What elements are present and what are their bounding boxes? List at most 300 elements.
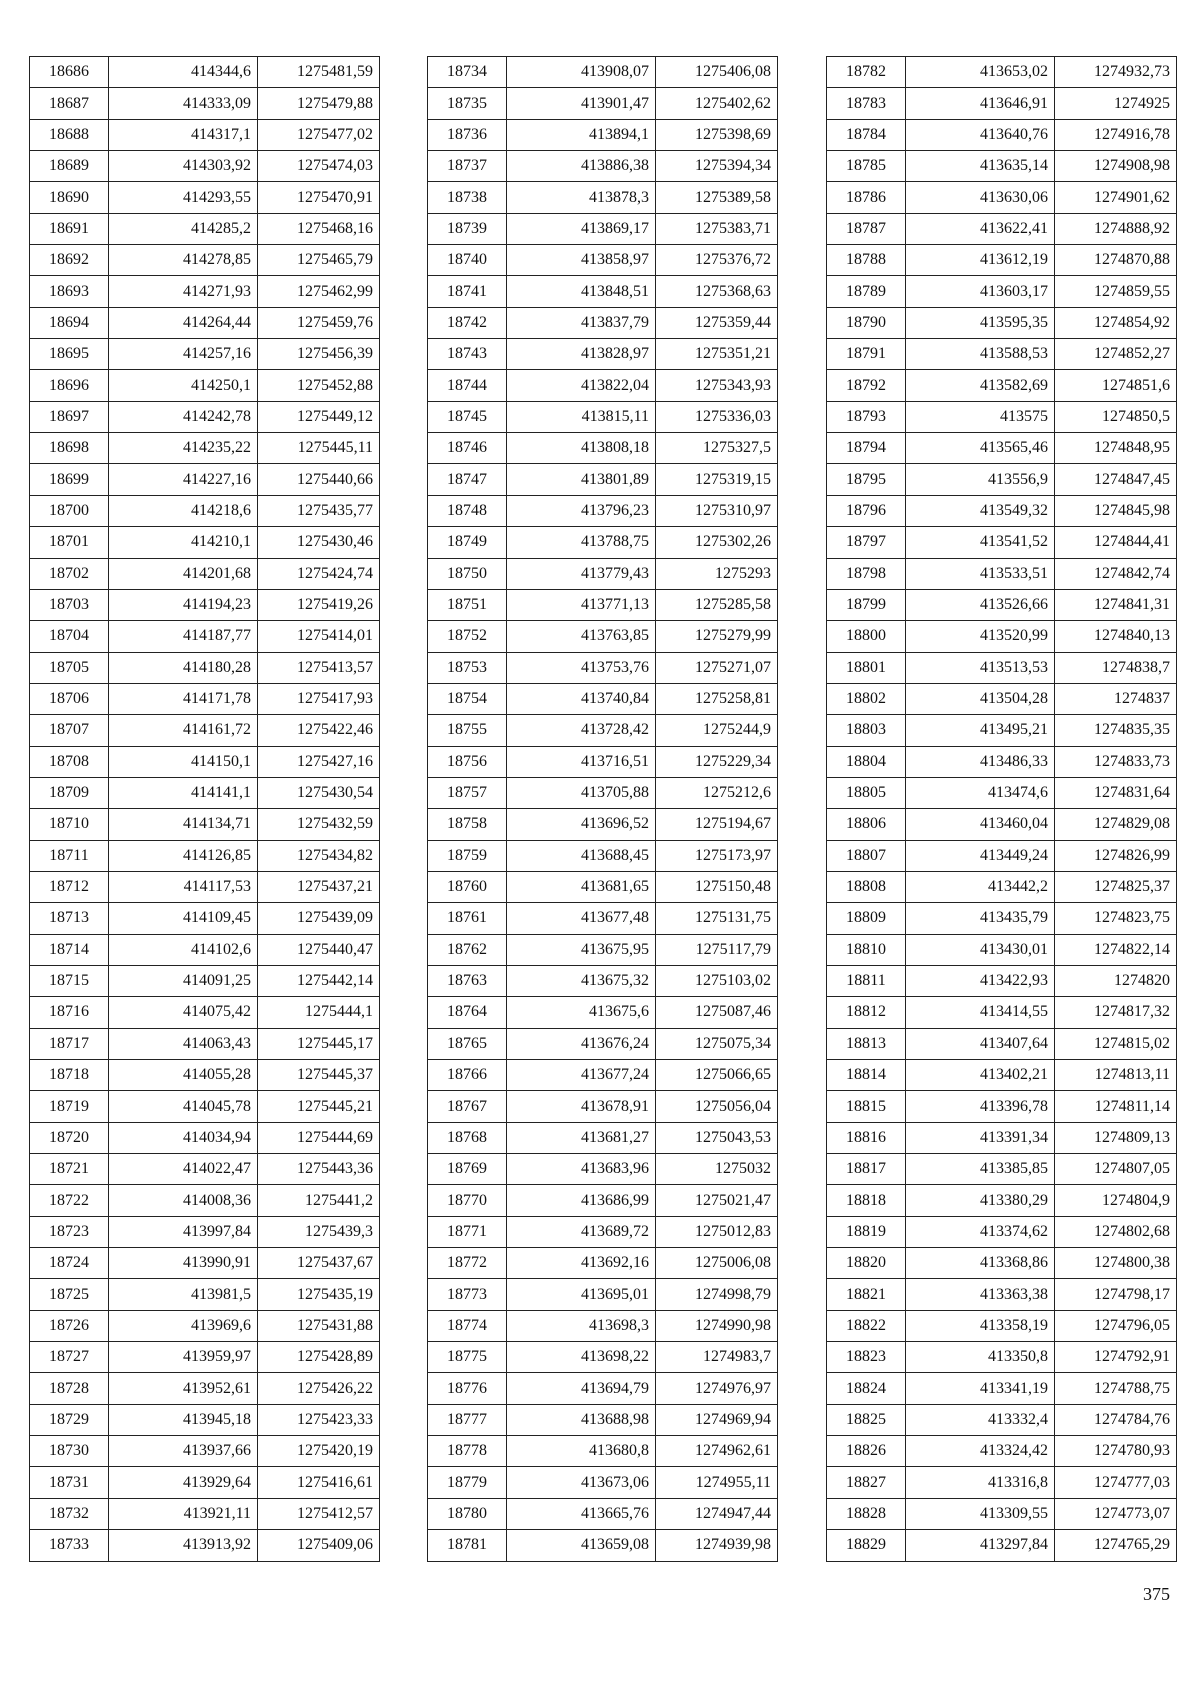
point-number-cell: 18823 <box>827 1342 906 1373</box>
y-coordinate-cell: 1275419,26 <box>258 589 380 620</box>
x-coordinate-cell: 413878,3 <box>507 182 656 213</box>
x-coordinate-cell: 413952,61 <box>109 1373 258 1404</box>
table-row <box>827 57 1177 88</box>
point-number-cell: 18772 <box>428 1248 507 1279</box>
y-coordinate-cell: 1274842,74 <box>1055 558 1177 589</box>
table-row <box>30 119 380 150</box>
x-coordinate-cell: 414063,43 <box>109 1028 258 1059</box>
y-coordinate-cell: 1275279,99 <box>656 621 778 652</box>
table-row <box>827 1185 1177 1216</box>
table-row <box>428 1216 778 1247</box>
x-coordinate-cell: 413695,01 <box>507 1279 656 1310</box>
point-number-cell: 18821 <box>827 1279 906 1310</box>
x-coordinate-cell: 413677,48 <box>507 903 656 934</box>
x-coordinate-cell: 413937,66 <box>109 1436 258 1467</box>
y-coordinate-cell: 1274792,91 <box>1055 1342 1177 1373</box>
y-coordinate-cell: 1275452,88 <box>258 370 380 401</box>
point-number-cell: 18805 <box>827 777 906 808</box>
y-coordinate-cell: 1275445,17 <box>258 1028 380 1059</box>
point-number-cell: 18754 <box>428 683 507 714</box>
point-number-cell: 18701 <box>30 527 109 558</box>
y-coordinate-cell: 1274998,79 <box>656 1279 778 1310</box>
table-row <box>30 1028 380 1059</box>
table-row <box>827 370 1177 401</box>
point-number-cell: 18744 <box>428 370 507 401</box>
point-number-cell: 18696 <box>30 370 109 401</box>
y-coordinate-cell: 1274888,92 <box>1055 213 1177 244</box>
point-number-cell: 18769 <box>428 1154 507 1185</box>
x-coordinate-cell: 413981,5 <box>109 1279 258 1310</box>
point-number-cell: 18762 <box>428 934 507 965</box>
y-coordinate-cell: 1275043,53 <box>656 1122 778 1153</box>
x-coordinate-cell: 413635,14 <box>906 151 1055 182</box>
point-number-cell: 18720 <box>30 1122 109 1153</box>
point-number-cell: 18713 <box>30 903 109 934</box>
point-number-cell: 18755 <box>428 715 507 746</box>
table-row <box>30 433 380 464</box>
x-coordinate-cell: 413653,02 <box>906 57 1055 88</box>
table-row <box>827 1279 1177 1310</box>
table-row <box>30 1530 380 1561</box>
y-coordinate-cell: 1274962,61 <box>656 1436 778 1467</box>
y-coordinate-cell: 1275173,97 <box>656 840 778 871</box>
y-coordinate-cell: 1275319,15 <box>656 464 778 495</box>
y-coordinate-cell: 1275470,91 <box>258 182 380 213</box>
y-coordinate-cell: 1274916,78 <box>1055 119 1177 150</box>
point-number-cell: 18824 <box>827 1373 906 1404</box>
y-coordinate-cell: 1275075,34 <box>656 1028 778 1059</box>
x-coordinate-cell: 413422,93 <box>906 965 1055 996</box>
table-row <box>827 433 1177 464</box>
table-row <box>827 589 1177 620</box>
y-coordinate-cell: 1275468,16 <box>258 213 380 244</box>
table-row <box>30 1467 380 1498</box>
y-coordinate-cell: 1275424,74 <box>258 558 380 589</box>
y-coordinate-cell: 1275420,19 <box>258 1436 380 1467</box>
y-coordinate-cell: 1275012,83 <box>656 1216 778 1247</box>
x-coordinate-cell: 413801,89 <box>507 464 656 495</box>
y-coordinate-cell: 1275394,34 <box>656 151 778 182</box>
y-coordinate-cell: 1275087,46 <box>656 997 778 1028</box>
table-row <box>30 339 380 370</box>
table-row <box>30 464 380 495</box>
y-coordinate-cell: 1275021,47 <box>656 1185 778 1216</box>
point-number-cell: 18817 <box>827 1154 906 1185</box>
table-row <box>30 777 380 808</box>
point-number-cell: 18794 <box>827 433 906 464</box>
x-coordinate-cell: 413675,6 <box>507 997 656 1028</box>
x-coordinate-cell: 414091,25 <box>109 965 258 996</box>
x-coordinate-cell: 414109,45 <box>109 903 258 934</box>
point-number-cell: 18752 <box>428 621 507 652</box>
table-row <box>428 276 778 307</box>
table-row <box>30 1091 380 1122</box>
point-number-cell: 18736 <box>428 119 507 150</box>
y-coordinate-cell: 1274823,75 <box>1055 903 1177 934</box>
table-row <box>428 621 778 652</box>
x-coordinate-cell: 414102,6 <box>109 934 258 965</box>
y-coordinate-cell: 1275445,37 <box>258 1060 380 1091</box>
x-coordinate-cell: 413407,64 <box>906 1028 1055 1059</box>
y-coordinate-cell: 1275445,11 <box>258 433 380 464</box>
x-coordinate-cell: 413612,19 <box>906 245 1055 276</box>
x-coordinate-cell: 413728,42 <box>507 715 656 746</box>
y-coordinate-cell: 1275444,69 <box>258 1122 380 1153</box>
y-coordinate-cell: 1275212,6 <box>656 777 778 808</box>
y-coordinate-cell: 1275416,61 <box>258 1467 380 1498</box>
point-number-cell: 18766 <box>428 1060 507 1091</box>
table-row <box>428 433 778 464</box>
table-row <box>428 1498 778 1529</box>
point-number-cell: 18808 <box>827 871 906 902</box>
point-number-cell: 18727 <box>30 1342 109 1373</box>
point-number-cell: 18825 <box>827 1404 906 1435</box>
y-coordinate-cell: 1275389,58 <box>656 182 778 213</box>
point-number-cell: 18723 <box>30 1216 109 1247</box>
table-row <box>827 1154 1177 1185</box>
table-row <box>827 1342 1177 1373</box>
point-number-cell: 18813 <box>827 1028 906 1059</box>
table-row <box>827 871 1177 902</box>
x-coordinate-cell: 413680,8 <box>507 1436 656 1467</box>
point-number-cell: 18818 <box>827 1185 906 1216</box>
point-number-cell: 18774 <box>428 1310 507 1341</box>
x-coordinate-cell: 414055,28 <box>109 1060 258 1091</box>
point-number-cell: 18787 <box>827 213 906 244</box>
table-row <box>827 683 1177 714</box>
y-coordinate-cell: 1275435,77 <box>258 495 380 526</box>
x-coordinate-cell: 413848,51 <box>507 276 656 307</box>
point-number-cell: 18771 <box>428 1216 507 1247</box>
x-coordinate-cell: 414250,1 <box>109 370 258 401</box>
x-coordinate-cell: 413368,86 <box>906 1248 1055 1279</box>
x-coordinate-cell: 414161,72 <box>109 715 258 746</box>
y-coordinate-cell: 1275131,75 <box>656 903 778 934</box>
point-number-cell: 18756 <box>428 746 507 777</box>
x-coordinate-cell: 413894,1 <box>507 119 656 150</box>
point-number-cell: 18819 <box>827 1216 906 1247</box>
y-coordinate-cell: 1274773,07 <box>1055 1498 1177 1529</box>
y-coordinate-cell: 1275343,93 <box>656 370 778 401</box>
table-row <box>827 1060 1177 1091</box>
x-coordinate-cell: 414257,16 <box>109 339 258 370</box>
x-coordinate-cell: 413526,66 <box>906 589 1055 620</box>
y-coordinate-cell: 1275423,33 <box>258 1404 380 1435</box>
table-row <box>827 213 1177 244</box>
point-number-cell: 18698 <box>30 433 109 464</box>
point-number-cell: 18781 <box>428 1530 507 1561</box>
y-coordinate-cell: 1274826,99 <box>1055 840 1177 871</box>
point-number-cell: 18815 <box>827 1091 906 1122</box>
x-coordinate-cell: 413513,53 <box>906 652 1055 683</box>
table-row <box>428 88 778 119</box>
table-row <box>30 495 380 526</box>
point-number-cell: 18791 <box>827 339 906 370</box>
point-number-cell: 18768 <box>428 1122 507 1153</box>
table-row <box>827 276 1177 307</box>
table-row <box>30 746 380 777</box>
x-coordinate-cell: 413460,04 <box>906 809 1055 840</box>
point-number-cell: 18776 <box>428 1373 507 1404</box>
table-row <box>827 1028 1177 1059</box>
table-row <box>30 1122 380 1153</box>
y-coordinate-cell: 1274838,7 <box>1055 652 1177 683</box>
y-coordinate-cell: 1275327,5 <box>656 433 778 464</box>
table-row <box>428 401 778 432</box>
x-coordinate-cell: 413753,76 <box>507 652 656 683</box>
point-number-cell: 18707 <box>30 715 109 746</box>
table-row <box>428 934 778 965</box>
x-coordinate-cell: 413698,22 <box>507 1342 656 1373</box>
x-coordinate-cell: 413689,72 <box>507 1216 656 1247</box>
point-number-cell: 18811 <box>827 965 906 996</box>
point-number-cell: 18708 <box>30 746 109 777</box>
y-coordinate-cell: 1274908,98 <box>1055 151 1177 182</box>
x-coordinate-cell: 414034,94 <box>109 1122 258 1153</box>
y-coordinate-cell: 1275383,71 <box>656 213 778 244</box>
table-row <box>30 57 380 88</box>
y-coordinate-cell: 1275427,16 <box>258 746 380 777</box>
x-coordinate-cell: 413402,21 <box>906 1060 1055 1091</box>
x-coordinate-cell: 413332,4 <box>906 1404 1055 1435</box>
table-row <box>30 370 380 401</box>
table-row <box>428 1310 778 1341</box>
x-coordinate-cell: 413886,38 <box>507 151 656 182</box>
table-row <box>827 307 1177 338</box>
table-row <box>428 1091 778 1122</box>
point-number-cell: 18758 <box>428 809 507 840</box>
point-number-cell: 18777 <box>428 1404 507 1435</box>
point-number-cell: 18702 <box>30 558 109 589</box>
y-coordinate-cell: 1275398,69 <box>656 119 778 150</box>
x-coordinate-cell: 413520,99 <box>906 621 1055 652</box>
table-row <box>428 840 778 871</box>
x-coordinate-cell: 414333,09 <box>109 88 258 119</box>
y-coordinate-cell: 1274947,44 <box>656 1498 778 1529</box>
y-coordinate-cell: 1274765,29 <box>1055 1530 1177 1561</box>
table-row <box>428 1530 778 1561</box>
table-row <box>30 1498 380 1529</box>
x-coordinate-cell: 413556,9 <box>906 464 1055 495</box>
y-coordinate-cell: 1275477,02 <box>258 119 380 150</box>
y-coordinate-cell: 1275376,72 <box>656 245 778 276</box>
table-row <box>827 1310 1177 1341</box>
point-number-cell: 18739 <box>428 213 507 244</box>
y-coordinate-cell: 1274822,14 <box>1055 934 1177 965</box>
y-coordinate-cell: 1275417,93 <box>258 683 380 714</box>
y-coordinate-cell: 1275465,79 <box>258 245 380 276</box>
point-number-cell: 18790 <box>827 307 906 338</box>
y-coordinate-cell: 1274815,02 <box>1055 1028 1177 1059</box>
x-coordinate-cell: 414285,2 <box>109 213 258 244</box>
table-row <box>428 245 778 276</box>
point-number-cell: 18782 <box>827 57 906 88</box>
point-number-cell: 18827 <box>827 1467 906 1498</box>
table-row <box>827 1248 1177 1279</box>
table-row <box>827 1122 1177 1153</box>
y-coordinate-cell: 1275271,07 <box>656 652 778 683</box>
point-number-cell: 18812 <box>827 997 906 1028</box>
point-number-cell: 18809 <box>827 903 906 934</box>
x-coordinate-cell: 413677,24 <box>507 1060 656 1091</box>
x-coordinate-cell: 413676,24 <box>507 1028 656 1059</box>
y-coordinate-cell: 1274796,05 <box>1055 1310 1177 1341</box>
y-coordinate-cell: 1274955,11 <box>656 1467 778 1498</box>
point-number-cell: 18780 <box>428 1498 507 1529</box>
y-coordinate-cell: 1274833,73 <box>1055 746 1177 777</box>
table-row <box>827 1404 1177 1435</box>
x-coordinate-cell: 413997,84 <box>109 1216 258 1247</box>
table-row <box>30 934 380 965</box>
table-row <box>827 151 1177 182</box>
table-row <box>827 715 1177 746</box>
x-coordinate-cell: 414134,71 <box>109 809 258 840</box>
table-body <box>827 57 1177 1562</box>
point-number-cell: 18799 <box>827 589 906 620</box>
table-row <box>827 339 1177 370</box>
point-number-cell: 18742 <box>428 307 507 338</box>
y-coordinate-cell: 1275435,19 <box>258 1279 380 1310</box>
x-coordinate-cell: 413763,85 <box>507 621 656 652</box>
y-coordinate-cell: 1275428,89 <box>258 1342 380 1373</box>
table-row <box>30 245 380 276</box>
point-number-cell: 18709 <box>30 777 109 808</box>
y-coordinate-cell: 1274990,98 <box>656 1310 778 1341</box>
point-number-cell: 18728 <box>30 1373 109 1404</box>
point-number-cell: 18746 <box>428 433 507 464</box>
y-coordinate-cell: 1275351,21 <box>656 339 778 370</box>
point-number-cell: 18775 <box>428 1342 507 1373</box>
table-row <box>428 1342 778 1373</box>
y-coordinate-cell: 1274829,08 <box>1055 809 1177 840</box>
y-coordinate-cell: 1275443,36 <box>258 1154 380 1185</box>
x-coordinate-cell: 413309,55 <box>906 1498 1055 1529</box>
x-coordinate-cell: 413788,75 <box>507 527 656 558</box>
table-row <box>827 1216 1177 1247</box>
point-number-cell: 18810 <box>827 934 906 965</box>
x-coordinate-cell: 413665,76 <box>507 1498 656 1529</box>
y-coordinate-cell: 1274925 <box>1055 88 1177 119</box>
table-row <box>30 621 380 652</box>
point-number-cell: 18687 <box>30 88 109 119</box>
y-coordinate-cell: 1275432,59 <box>258 809 380 840</box>
point-number-cell: 18700 <box>30 495 109 526</box>
table-row <box>428 57 778 88</box>
table-row <box>428 1060 778 1091</box>
table-row <box>827 495 1177 526</box>
y-coordinate-cell: 1275444,1 <box>258 997 380 1028</box>
table-row <box>30 589 380 620</box>
y-coordinate-cell: 1274851,6 <box>1055 370 1177 401</box>
table-row <box>428 965 778 996</box>
table-row <box>428 1028 778 1059</box>
x-coordinate-cell: 413533,51 <box>906 558 1055 589</box>
coordinate-table-2 <box>427 56 778 1562</box>
point-number-cell: 18761 <box>428 903 507 934</box>
y-coordinate-cell: 1275481,59 <box>258 57 380 88</box>
table-row <box>827 934 1177 965</box>
point-number-cell: 18741 <box>428 276 507 307</box>
point-number-cell: 18738 <box>428 182 507 213</box>
x-coordinate-cell: 413740,84 <box>507 683 656 714</box>
point-number-cell: 18693 <box>30 276 109 307</box>
x-coordinate-cell: 413808,18 <box>507 433 656 464</box>
y-coordinate-cell: 1275293 <box>656 558 778 589</box>
y-coordinate-cell: 1275066,65 <box>656 1060 778 1091</box>
point-number-cell: 18695 <box>30 339 109 370</box>
y-coordinate-cell: 1274976,97 <box>656 1373 778 1404</box>
point-number-cell: 18786 <box>827 182 906 213</box>
point-number-cell: 18796 <box>827 495 906 526</box>
y-coordinate-cell: 1275336,03 <box>656 401 778 432</box>
table-row <box>428 527 778 558</box>
point-number-cell: 18737 <box>428 151 507 182</box>
table-row <box>827 1467 1177 1498</box>
point-number-cell: 18801 <box>827 652 906 683</box>
y-coordinate-cell: 1274807,05 <box>1055 1154 1177 1185</box>
table-row <box>30 401 380 432</box>
x-coordinate-cell: 413681,65 <box>507 871 656 902</box>
point-number-cell: 18792 <box>827 370 906 401</box>
table-row <box>827 401 1177 432</box>
y-coordinate-cell: 1274848,95 <box>1055 433 1177 464</box>
table-row <box>428 1248 778 1279</box>
x-coordinate-cell: 413908,07 <box>507 57 656 88</box>
x-coordinate-cell: 413683,96 <box>507 1154 656 1185</box>
point-number-cell: 18692 <box>30 245 109 276</box>
coordinate-table-1 <box>29 56 380 1562</box>
table-row <box>30 871 380 902</box>
point-number-cell: 18760 <box>428 871 507 902</box>
x-coordinate-cell: 413945,18 <box>109 1404 258 1435</box>
y-coordinate-cell: 1275440,47 <box>258 934 380 965</box>
x-coordinate-cell: 413495,21 <box>906 715 1055 746</box>
y-coordinate-cell: 1275431,88 <box>258 1310 380 1341</box>
x-coordinate-cell: 413959,97 <box>109 1342 258 1373</box>
point-number-cell: 18789 <box>827 276 906 307</box>
point-number-cell: 18686 <box>30 57 109 88</box>
y-coordinate-cell: 1275437,21 <box>258 871 380 902</box>
table-row <box>827 558 1177 589</box>
y-coordinate-cell: 1274969,94 <box>656 1404 778 1435</box>
point-number-cell: 18759 <box>428 840 507 871</box>
x-coordinate-cell: 413391,34 <box>906 1122 1055 1153</box>
point-number-cell: 18828 <box>827 1498 906 1529</box>
table-row <box>428 777 778 808</box>
point-number-cell: 18716 <box>30 997 109 1028</box>
point-number-cell: 18779 <box>428 1467 507 1498</box>
point-number-cell: 18764 <box>428 997 507 1028</box>
table-row <box>30 182 380 213</box>
y-coordinate-cell: 1274820 <box>1055 965 1177 996</box>
x-coordinate-cell: 413380,29 <box>906 1185 1055 1216</box>
y-coordinate-cell: 1275412,57 <box>258 1498 380 1529</box>
x-coordinate-cell: 413316,8 <box>906 1467 1055 1498</box>
x-coordinate-cell: 413640,76 <box>906 119 1055 150</box>
x-coordinate-cell: 413698,3 <box>507 1310 656 1341</box>
point-number-cell: 18729 <box>30 1404 109 1435</box>
point-number-cell: 18806 <box>827 809 906 840</box>
x-coordinate-cell: 413858,97 <box>507 245 656 276</box>
y-coordinate-cell: 1274831,64 <box>1055 777 1177 808</box>
point-number-cell: 18735 <box>428 88 507 119</box>
y-coordinate-cell: 1275194,67 <box>656 809 778 840</box>
x-coordinate-cell: 413921,11 <box>109 1498 258 1529</box>
point-number-cell: 18699 <box>30 464 109 495</box>
y-coordinate-cell: 1275032 <box>656 1154 778 1185</box>
point-number-cell: 18694 <box>30 307 109 338</box>
table-row <box>30 276 380 307</box>
